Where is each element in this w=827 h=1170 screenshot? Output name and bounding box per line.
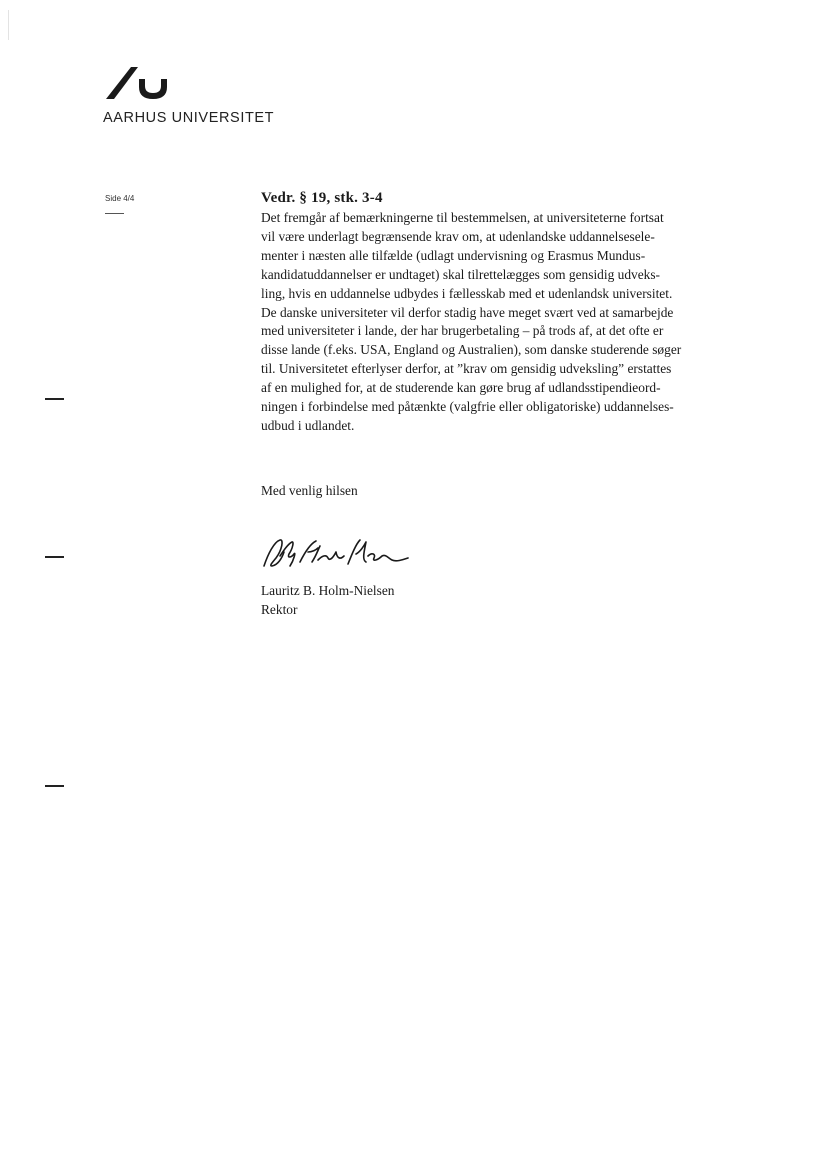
body-line: vil være underlagt begrænsende krav om, at udenlandske uddannelsesele-	[261, 228, 655, 244]
aarhus-university-logo	[104, 64, 170, 102]
letter-heading: Vedr. § 19, stk. 3-4	[261, 190, 383, 206]
body-line: af en mulighed for, at de studerende kan gøre brug af udlandsstipendieord-	[261, 380, 661, 396]
fold-mark-lower	[45, 785, 64, 787]
logo-cup	[139, 79, 167, 99]
body-line: Det fremgår af bemærkningerne til bestemmelsen, at universiteterne fortsat	[261, 210, 664, 225]
page-number: Side 4/4	[105, 194, 135, 203]
body-line: kandidatuddannelser er undtaget) skal tilrettelægges som gensidig udveks-	[261, 266, 661, 282]
university-name: AARHUS UNIVERSITET	[103, 110, 275, 126]
body-line: De danske universiteter vil derfor stadig have meget svært ved at samarbejde	[261, 304, 674, 320]
scan-edge-artifact	[8, 10, 9, 40]
body-line: ling, hvis en uddannelse udbydes i fællesskab med et udenlandsk universitet.	[261, 285, 673, 301]
letter-body	[261, 209, 751, 436]
page-number-rule	[105, 213, 124, 214]
body-line: med universiteter i lande, der har brugerbetaling – på trods af, at det ofte er	[261, 323, 664, 339]
body-line: ningen i forbindelse med påtænkte (valgfrie eller obligatoriske) uddannelses-	[261, 399, 674, 415]
signer-name: Lauritz B. Holm-Nielsen	[261, 583, 395, 598]
signer-title: Rektor	[261, 602, 298, 617]
handwritten-signature	[260, 532, 410, 580]
body-line: til. Universitetet efterlyser derfor, at ”krav om gensidig udveksling” erstattes	[261, 361, 672, 377]
fold-mark-middle	[45, 556, 64, 558]
body-line: menter i næsten alle tilfælde (udlagt undervisning og Erasmus Mundus-	[261, 247, 646, 263]
body-line: udbud i udlandet.	[261, 417, 355, 433]
logo-slash	[106, 67, 138, 99]
body-line: disse lande (f.eks. USA, England og Australien), som danske studerende søger	[261, 342, 682, 358]
fold-mark-upper	[45, 398, 64, 400]
closing-greeting: Med venlig hilsen	[261, 483, 358, 498]
